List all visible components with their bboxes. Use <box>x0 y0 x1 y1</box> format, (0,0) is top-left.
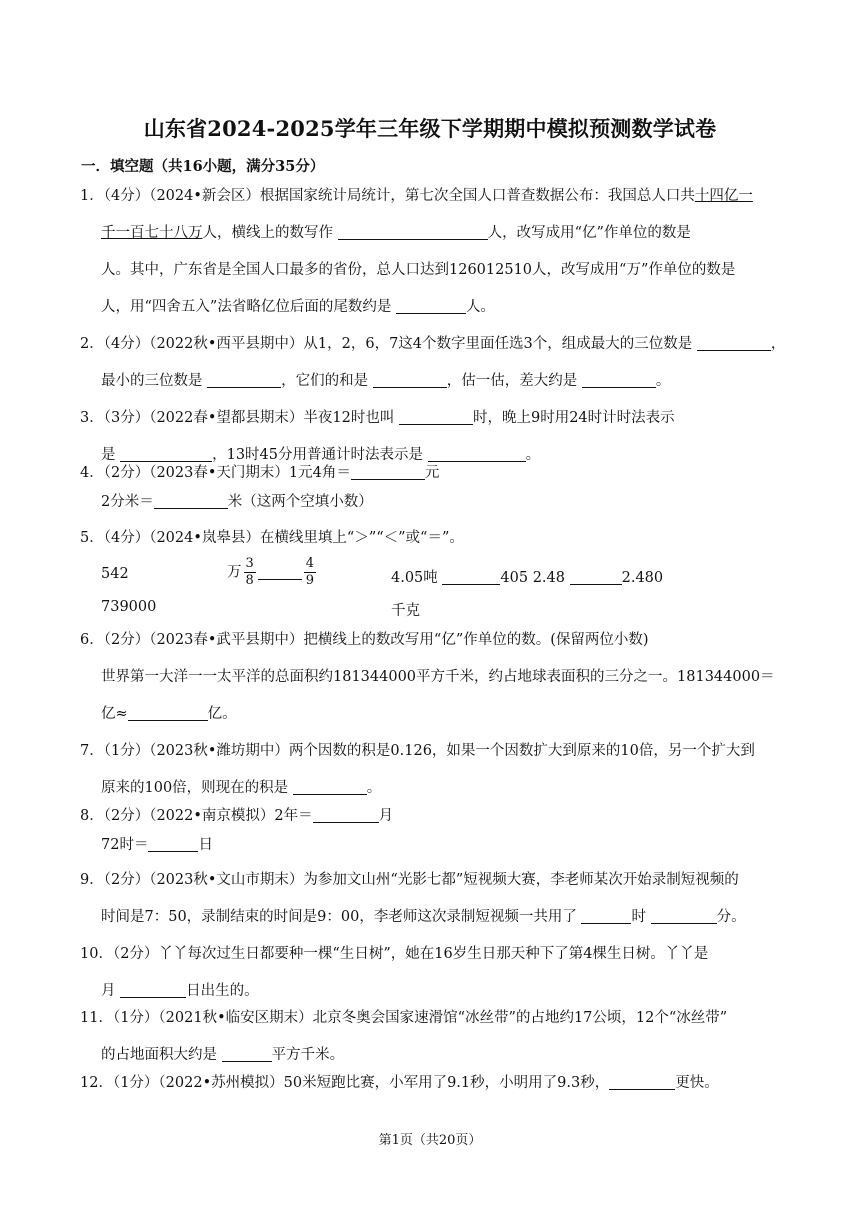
answer-blank[interactable] <box>373 371 447 388</box>
question-12: 12．（1分）（2022•苏州模拟）50米短跑比赛，小军用了9.1秒，小明用了9.3秒， 更快。 <box>80 1075 719 1091</box>
question-7: 7．（1分）（2023秋•潍坊期中）两个因数的积是0.126，如果一个因数扩大到原来的10倍，另一个扩大到 原来的100倍，则现在的积是 。 <box>80 743 755 796</box>
answer-blank[interactable] <box>582 371 656 388</box>
question-3: 3．（3分）（2022春•望都县期末）半夜12时也叫 时，晚上9时用24时计时法表示 是 ，13时45分用普通计时法表示是 。 <box>80 410 675 463</box>
answer-blank[interactable] <box>120 981 186 998</box>
compare-item-3: 4.05吨 405 2.48 2.480 <box>391 570 664 586</box>
compare-item-1a: 542 <box>101 566 129 582</box>
answer-blank[interactable] <box>697 334 771 351</box>
question-10: 10．（2分）丫丫每次过生日都要种一棵“生日树”，她在16岁生日那天种下了第4棵生日树。丫丫是 月 日出生的。 <box>80 946 709 999</box>
answer-blank[interactable] <box>338 223 488 240</box>
compare-item-1b: 739000 <box>101 599 157 615</box>
page-title: 山东省2024-2025学年三年级下学期期中模拟预测数学试卷 <box>143 116 717 141</box>
page-number: 第1页（共20页） <box>378 1133 482 1148</box>
answer-blank[interactable] <box>442 568 500 585</box>
answer-blank[interactable] <box>581 907 631 924</box>
question-6: 6．（2分）（2023春•武平县期中）把横线上的数改写用“亿”作单位的数。(保留两位小数) 世界第一大洋一一太平洋的总面积约181344000平方千米，约占地球表面积的三分之一。181344000＝ 亿≈ 亿。 <box>80 632 775 722</box>
answer-blank[interactable] <box>609 1073 675 1090</box>
question-8-line-2: 72时＝ 日 <box>101 837 213 853</box>
question-5: 5．（4分）（2024•岚皋县）在横线里填上“＞”“＜”或“＝”。 <box>80 530 464 546</box>
answer-blank[interactable] <box>207 371 281 388</box>
question-4: 4．（2分）（2023春•天门期末）1元4角＝ 元 <box>80 465 440 481</box>
answer-blank[interactable] <box>399 408 473 425</box>
answer-blank[interactable] <box>222 1045 272 1062</box>
question-1: 1．（4分）（2024•新会区）根据国家统计局统计，第七次全国人口普查数据公布：我国总人口共十四亿一 千一百七十八万人，横线上的数写作 人，改写成用“亿”作单位的数是 人。其中，广东省是全国人口最多的省份，总人口达到126012510人，改写成用“万”作单位的数是 人，用“四舍五入”法省略亿位后面的尾数约是 人。 <box>80 188 753 315</box>
answer-blank[interactable] <box>313 806 379 823</box>
question-9: 9．（2分）（2023秋•文山市期末）为参加文山州“光影七都”短视频大赛，李老师某次开始录制短视频的 时间是7：50，录制结束的时间是9：00，李老师这次录制短视频一共用了 时 分。 <box>80 872 746 925</box>
compare-item-2: 万 $\frac{3}{8}$ $\frac{4}{9}$ <box>227 556 315 588</box>
question-4-line-2: 2分米＝ 米（这两个空填小数） <box>101 494 373 510</box>
answer-blank[interactable] <box>570 568 622 585</box>
answer-blank[interactable] <box>651 907 717 924</box>
answer-blank[interactable] <box>154 492 228 509</box>
compare-item-3-unit: 千克 <box>391 603 420 619</box>
answer-blank[interactable] <box>351 463 425 480</box>
question-11: 11．（1分）（2021秋•临安区期末）北京冬奥会国家速滑馆“冰丝带”的占地约17公顷，12个“冰丝带” 的占地面积大约是 平方千米。 <box>80 1010 728 1063</box>
section-heading: 一．填空题（共16小题，满分35分） <box>81 158 325 175</box>
question-8: 8．（2分）（2022•南京模拟）2年＝ 月 <box>80 808 394 824</box>
answer-blank[interactable] <box>258 563 302 580</box>
fraction-three-eighths: $\frac{3}{8}$ <box>245 556 254 588</box>
question-2: 2．（4分）（2022秋•西平县期中）从1，2，6，7这4个数字里面任选3个，组成最大的三位数是 ， 最小的三位数是 ，它们的和是 ，估一估，差大约是 。 <box>80 336 786 389</box>
fraction-four-ninths: $\frac{4}{9}$ <box>305 556 315 588</box>
answer-blank[interactable] <box>128 704 208 721</box>
answer-blank[interactable] <box>293 778 367 795</box>
answer-blank[interactable] <box>396 297 466 314</box>
answer-blank[interactable] <box>148 835 198 852</box>
